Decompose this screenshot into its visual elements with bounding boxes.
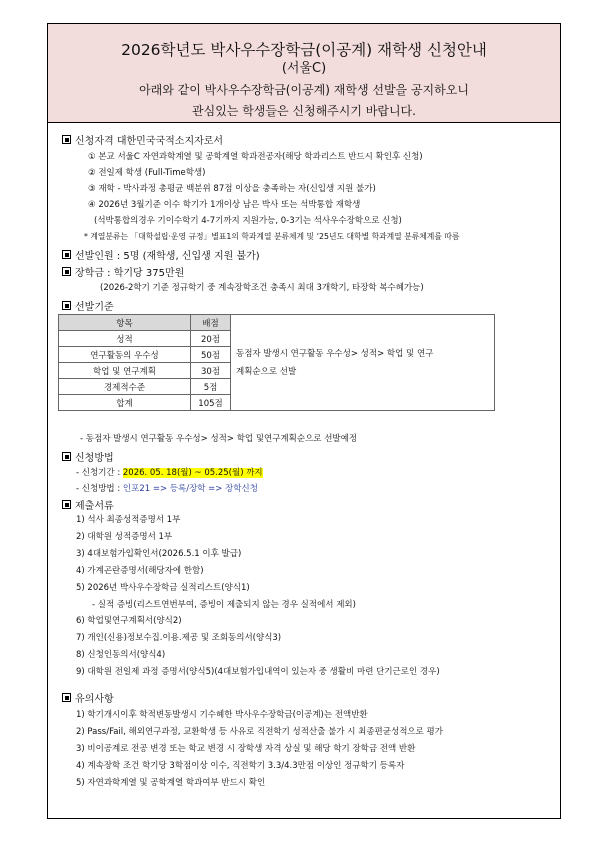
- document-sub-item: - 실적 증빙(리스트연번부여, 증빙이 제출되지 않는 경우 실적에서 제외): [92, 600, 356, 610]
- criteria-item: 성적: [59, 331, 191, 347]
- note-item: 1) 학기개시이후 학적변동발생시 기수혜한 박사우수장학금(이공계)는 전액반환: [76, 710, 368, 720]
- criteria-score: 50점: [191, 347, 231, 363]
- eligibility-item: (석박통합의경우 기이수학기 4-7기까지 지원가능, 0-3기는 석사우수장학으로 신청): [94, 216, 402, 226]
- document-item: 4) 가계곤란증명서(해당자에 한함): [76, 566, 204, 576]
- section-eligibility: [62, 132, 223, 147]
- method-value: 인포21 => 등록/장학 => 장학신청: [122, 484, 258, 494]
- checkbox-bullet-icon: [62, 693, 71, 702]
- section-title: 유의사항: [75, 694, 114, 705]
- page-subtitle: (서울C): [281, 61, 327, 76]
- note-item: 5) 자연과학계열 및 공학계열 학과여부 반드시 확인: [76, 778, 266, 788]
- notice-header: [48, 24, 560, 123]
- method-label: - 신청방법 :: [76, 484, 123, 494]
- eligibility-note: * 계열분류는 「대학설립·운영 규정」별표1의 학과계열 분류체계 및 ‘25년도 대학별 학과계열 분류체계를 따름: [84, 232, 460, 241]
- section-title: 신청방법: [75, 453, 114, 464]
- period-value: 2026. 05. 18(월) ~ 05.25(월) 까지: [122, 468, 263, 478]
- section-title: 신청자격 대한민국국적소지자로서: [75, 136, 224, 147]
- application-method: [76, 482, 258, 494]
- eligibility-item: ④ 2026년 3월기준 이수 학기가 1개이상 남은 박사 또는 석박통합 재학생: [88, 200, 361, 210]
- document-item: 5) 2026년 박사우수장학금 실적리스트(양식1): [76, 583, 250, 593]
- checkbox-bullet-icon: [62, 452, 71, 461]
- section-documents: [62, 497, 114, 512]
- intro-line-1: 아래와 같이 박사우수장학금(이공계) 재학생 선발을 공지하오니: [139, 83, 469, 97]
- tie-note-line-2: 계획순으로 선발: [236, 366, 297, 377]
- criteria-score: 20점: [191, 331, 231, 347]
- eligibility-item: ② 전일제 학생 (Full-Time학생): [88, 168, 206, 178]
- document-item: 3) 4대보험가입확인서(2026.5.1 이후 발급): [76, 549, 242, 559]
- section-criteria: [62, 298, 114, 313]
- section-scholarship: [62, 264, 184, 279]
- criteria-item: 경제적수준: [59, 379, 191, 395]
- criteria-table: [58, 314, 495, 411]
- eligibility-item: ③ 재학 - 박사과정 총평균 백분위 87점 이상을 충족하는 자(신입생 지원 불가): [88, 184, 376, 194]
- checkbox-bullet-icon: [62, 250, 71, 259]
- section-method: [62, 449, 114, 464]
- checkbox-bullet-icon: [62, 135, 71, 144]
- table-header-score: 배점: [191, 315, 231, 331]
- note-item: 4) 계속장학 조건 학기당 3학점이상 이수, 직전학기 3.3/4.3만점 이상인 정규학기 등록자: [76, 761, 405, 771]
- tie-break-note: [231, 315, 495, 411]
- checkbox-bullet-icon: [62, 500, 71, 509]
- document-item: 2) 대학원 성적증명서 1부: [76, 532, 173, 542]
- section-title: 선발기준: [75, 302, 114, 313]
- criteria-item: 연구활동의 우수성: [59, 347, 191, 363]
- document-item: 1) 석사 최종성적증명서 1부: [76, 515, 181, 525]
- table-header-item: 항목: [59, 315, 191, 331]
- section-title: 장학금 : 학기당 375만원: [75, 268, 185, 279]
- scholarship-detail: (2026-2학기 기준 정규학기 중 계속장학조건 충족시 최대 3개학기, 타장학 복수혜가능): [100, 283, 424, 293]
- document-item: 6) 학업및연구계획서(양식2): [76, 616, 182, 626]
- criteria-score: 5점: [191, 379, 231, 395]
- checkbox-bullet-icon: [62, 301, 71, 310]
- intro-line-2: 관심있는 학생들은 신청해주시기 바랍니다.: [192, 104, 416, 118]
- section-title: 선발인원 : 5명 (재학생, 신입생 지원 불가): [75, 251, 260, 262]
- criteria-score: 105점: [191, 395, 231, 411]
- note-item: 3) 비이공계로 전공 변경 또는 학교 변경 시 장학생 자격 상실 및 해당 학기 장학금 전액 반환: [76, 744, 416, 754]
- criteria-score: 30점: [191, 363, 231, 379]
- section-title: 제출서류: [75, 501, 114, 512]
- criteria-item: 학업 및 연구계획: [59, 363, 191, 379]
- page-title: 2026학년도 박사우수장학금(이공계) 재학생 신청안내: [121, 41, 487, 59]
- document-item: 9) 대학원 전일제 과정 증명서(양식5)(4대보험가입내역이 있는자 중 생활비 마련 단기근로인 경우): [76, 667, 440, 677]
- period-label: - 신청기간 :: [76, 468, 123, 478]
- document-item: 8) 신청인동의서(양식4): [76, 650, 166, 660]
- criteria-item: 합계: [59, 395, 191, 411]
- section-notes: [62, 690, 114, 705]
- note-item: 2) Pass/Fail, 해외연구과정, 교환학생 등 사유로 직전학기 성적산출 불가 시 최종편균성적으로 평가: [76, 727, 443, 737]
- checkbox-bullet-icon: [62, 267, 71, 276]
- application-period: [76, 466, 263, 478]
- criteria-bottom-note: - 동점자 발생시 연구활동 우수성> 성적> 학업 및연구계획순으로 선발예정: [80, 434, 358, 444]
- document-item: 7) 개인(신용)정보수집.이용.제공 및 조회동의서(양식3): [76, 633, 282, 643]
- section-selection-count: [62, 247, 260, 262]
- eligibility-item: ① 본교 서울C 자연과학계열 및 공학계열 학과전공자(해당 학과리스트 반드시 확인후 신청): [88, 152, 423, 162]
- tie-note-line-1: 동점자 발생시 연구활동 우수성> 성적> 학업 및 연구: [236, 348, 434, 359]
